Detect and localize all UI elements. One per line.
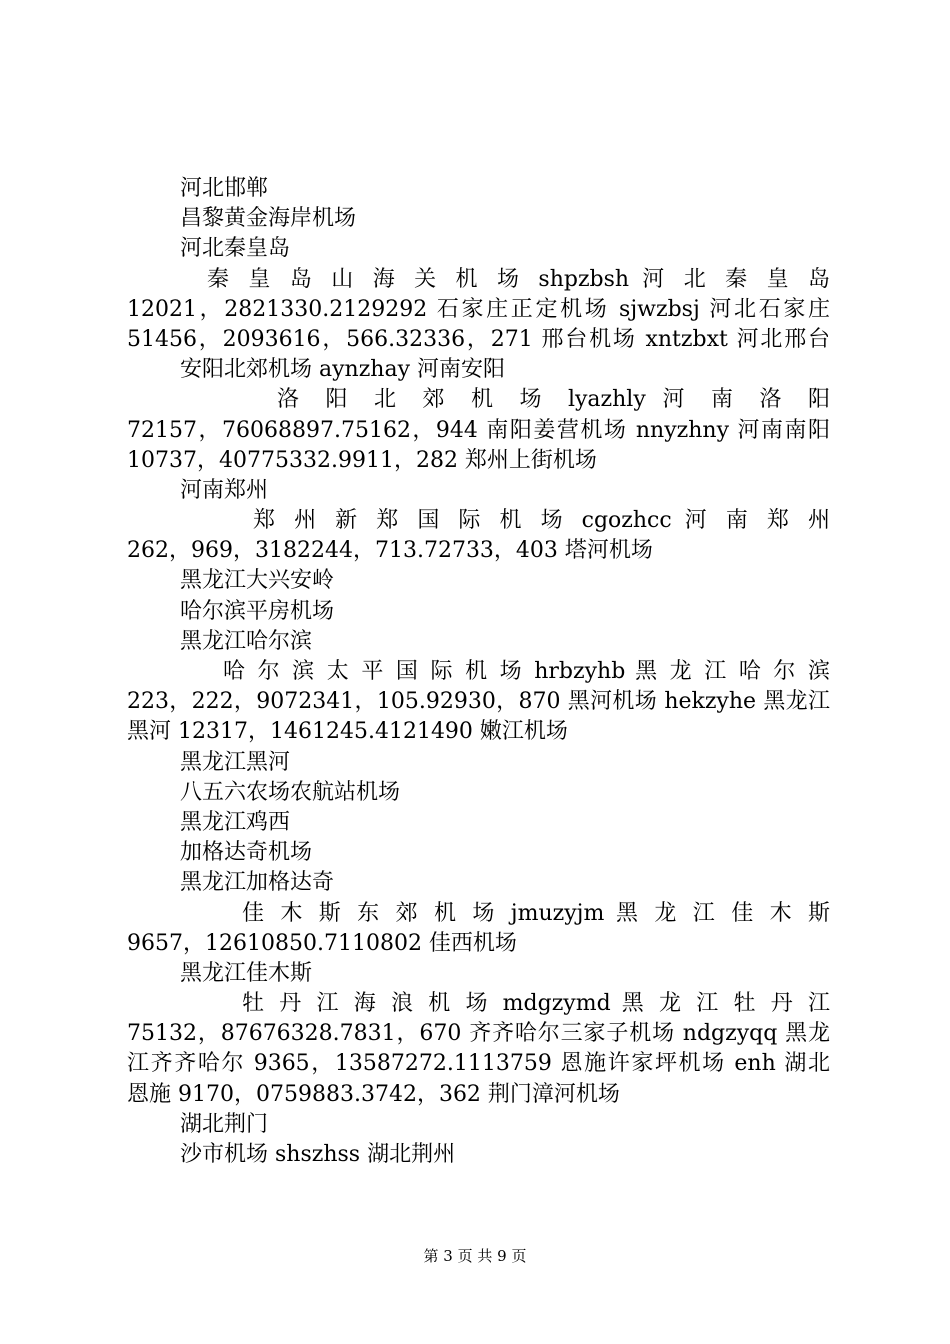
text-line: 八五六农场农航站机场 <box>180 779 401 805</box>
text-line: 223，222，9072341，105.92930，870 黑河机场 hekzyhe 黑龙江 <box>127 689 830 715</box>
text-line: 黑龙江哈尔滨 <box>180 628 313 654</box>
text-line: 洛 阳 北 郊 机 场 lyazhly 河 南 洛 阳 <box>277 387 830 413</box>
text-line: 河北秦皇岛 <box>180 236 291 262</box>
text-line: 湖北荆门 <box>180 1111 269 1137</box>
text-line: 恩施 9170，0759883.3742，362 荆门漳河机场 <box>127 1081 620 1107</box>
text-line: 黑龙江黑河 <box>180 749 291 775</box>
text-line: 75132，87676328.7831，670 齐齐哈尔三家子机场 ndgzyqq 黑龙 <box>127 1021 830 1047</box>
text-line: 牡 丹 江 海 浪 机 场 mdgzymd 黑 龙 江 牡 丹 江 <box>242 991 830 1017</box>
text-line: 郑 州 新 郑 国 际 机 场 cgozhcc 河 南 郑 州 <box>253 508 830 534</box>
text-line: 江齐齐哈尔 9365，13587272.1113759 恩施许家坪机场 enh 湖北 <box>127 1051 830 1077</box>
text-line: 秦 皇 岛 山 海 关 机 场 shpzbsh 河 北 秦 皇 岛 <box>207 266 830 292</box>
text-line: 9657，12610850.7110802 佳西机场 <box>127 930 517 956</box>
text-line: 沙市机场 shszhss 湖北荆州 <box>180 1142 456 1167</box>
text-line: 河南郑州 <box>180 477 269 503</box>
text-line: 哈 尔 滨 太 平 国 际 机 场 hrbzyhb 黑 龙 江 哈 尔 滨 <box>223 659 830 684</box>
text-line: 黑河 12317，1461245.4121490 嫩江机场 <box>127 719 568 745</box>
text-line: 黑龙江大兴安岭 <box>180 568 335 594</box>
text-line: 72157，76068897.75162，944 南阳姜营机场 nnyzhny 河南南阳 <box>127 417 830 443</box>
document-body <box>127 174 830 1170</box>
text-line: 安阳北郊机场 aynzhay 河南安阳 <box>180 357 506 383</box>
text-line: 51456，2093616，566.32336，271 邢台机场 xntzbxt 河北邢台 <box>127 326 830 352</box>
text-line: 262，969，3182244，713.72733，403 塔河机场 <box>127 538 653 564</box>
text-line: 黑龙江加格达奇 <box>180 870 335 896</box>
text-line: 黑龙江佳木斯 <box>180 960 313 986</box>
text-line: 昌黎黄金海岸机场 <box>180 206 357 232</box>
text-line: 黑龙江鸡西 <box>180 809 291 835</box>
text-line: 10737，40775332.9911，282 郑州上街机场 <box>127 447 597 473</box>
text-line: 河北邯郸 <box>180 176 269 201</box>
text-line: 佳 木 斯 东 郊 机 场 jmuzyjm 黑 龙 江 佳 木 斯 <box>242 900 830 926</box>
page-indicator: 第 3 页 共 9 页 <box>423 1247 527 1265</box>
text-line: 加格达奇机场 <box>180 840 313 866</box>
text-line: 12021，2821330.2129292 石家庄正定机场 sjwzbsj 河北石家庄 <box>127 296 830 322</box>
text-line: 哈尔滨平房机场 <box>180 598 335 624</box>
